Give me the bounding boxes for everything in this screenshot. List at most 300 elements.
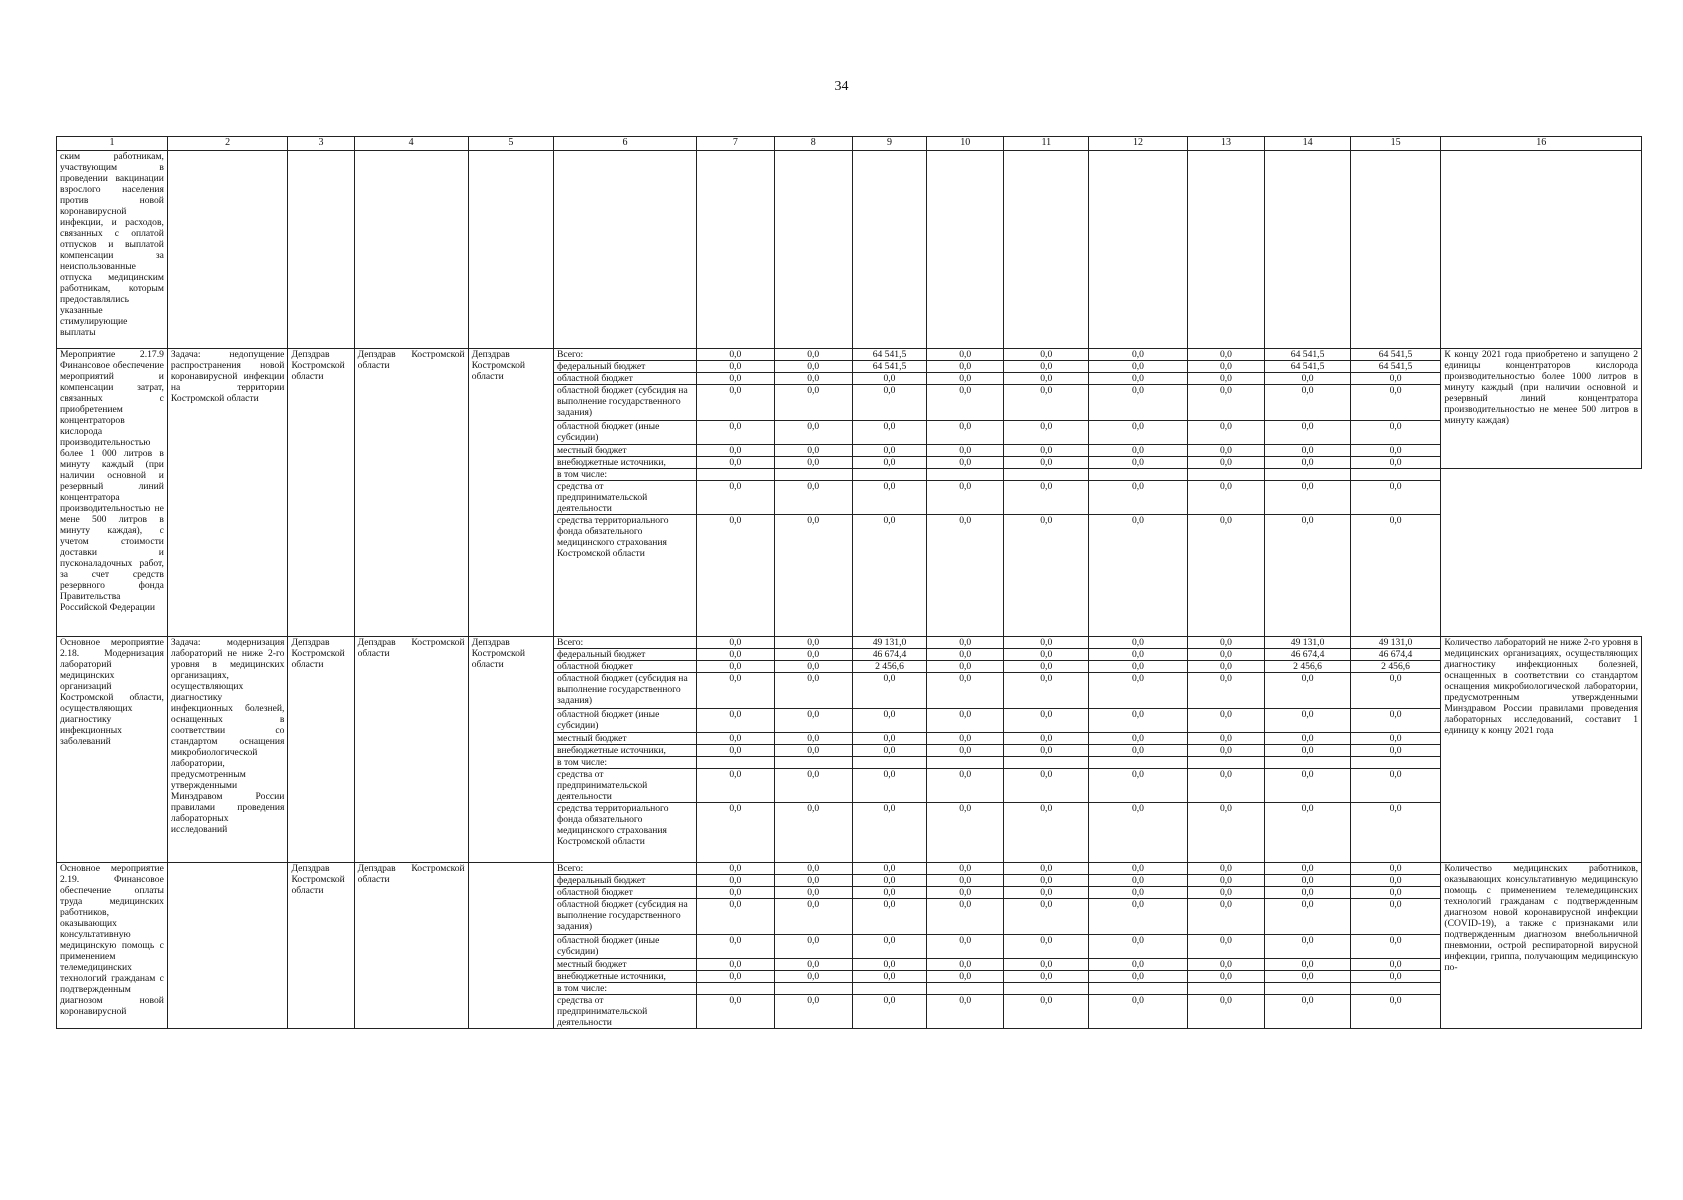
budget-table-sheet [56, 136, 1642, 1099]
amount-col-9: 0,0 [852, 745, 927, 757]
amount-col-11: 0,0 [1004, 373, 1089, 385]
amount-col-9: 46 674,4 [852, 649, 927, 661]
amount-col-10: 0,0 [927, 971, 1004, 983]
amount-col-11: 0,0 [1004, 935, 1089, 959]
amount-col-8: 0,0 [774, 661, 852, 673]
amount-col-7: 0,0 [696, 803, 774, 863]
administrator-cell: Депздрав Костромской области [468, 637, 553, 863]
amount-col-11: 0,0 [1004, 769, 1089, 803]
amount-col-13: 0,0 [1187, 935, 1265, 959]
amount-col-10: 0,0 [927, 709, 1004, 733]
amount-col-10: 0,0 [927, 803, 1004, 863]
administrator-cell: Депздрав Костромской области [468, 349, 553, 637]
amount-col-14: 0,0 [1265, 457, 1350, 469]
table-row [57, 863, 1642, 875]
amount-col-13 [1187, 757, 1265, 769]
amount-col-13: 0,0 [1187, 481, 1265, 515]
amount-col-9: 64 541,5 [852, 349, 927, 361]
amount-col-7: 0,0 [696, 863, 774, 875]
amount-col-11: 0,0 [1004, 445, 1089, 457]
amount-col-10: 0,0 [927, 457, 1004, 469]
amount-col-13: 0,0 [1187, 769, 1265, 803]
amount-col-7: 0,0 [696, 875, 774, 887]
customer-cell: Депздрав Костромской области [354, 863, 468, 1029]
amount-col-8: 0,0 [774, 361, 852, 373]
amount-col-10: 0,0 [927, 887, 1004, 899]
funding-source: в том числе: [554, 469, 697, 481]
amount-col-7: 0,0 [696, 899, 774, 935]
amount-col-7: 0,0 [696, 959, 774, 971]
continued-measure-text: ским работникам, участвующим в проведении вакцинации взрослого населения против новой коронавирусной инфекции, и расходов, связанных с оплатой отпусков и выплатой компенсации за неиспользованные отпуска медицинским работникам, которым предоставлялись указанные стимулирующие выплаты [57, 151, 168, 349]
amount-col-15: 0,0 [1350, 421, 1441, 445]
amount-col-15 [1350, 983, 1441, 995]
amount-col-14: 0,0 [1265, 899, 1350, 935]
amount-col-8: 0,0 [774, 887, 852, 899]
amount-col-14: 0,0 [1265, 887, 1350, 899]
amount-col-15: 0,0 [1350, 995, 1441, 1029]
amount-col-8 [774, 469, 852, 481]
amount-col-12: 0,0 [1089, 649, 1187, 661]
amount-col-14: 0,0 [1265, 935, 1350, 959]
task-text [167, 863, 288, 1029]
amount-col-9: 0,0 [852, 421, 927, 445]
executor-cell: Депздрав Костромской области [288, 863, 354, 1029]
amount-col-15: 0,0 [1350, 373, 1441, 385]
funding-source: местный бюджет [554, 733, 697, 745]
amount-col-14: 64 541,5 [1265, 361, 1350, 373]
amount-col-13: 0,0 [1187, 971, 1265, 983]
funding-source: средства от предпринимательской деятельности [554, 481, 697, 515]
amount-col-15: 49 131,0 [1350, 637, 1441, 649]
amount-col-12: 0,0 [1089, 673, 1187, 709]
amount-col-8: 0,0 [774, 935, 852, 959]
amount-col-9: 0,0 [852, 863, 927, 875]
amount-col-11: 0,0 [1004, 649, 1089, 661]
amount-col-7: 0,0 [696, 649, 774, 661]
funding-source: Всего: [554, 349, 697, 361]
amount-col-14 [1265, 983, 1350, 995]
amount-col-15: 0,0 [1350, 875, 1441, 887]
amount-col-11: 0,0 [1004, 515, 1089, 637]
amount-col-9: 0,0 [852, 935, 927, 959]
amount-col-11: 0,0 [1004, 887, 1089, 899]
amount-col-15: 0,0 [1350, 899, 1441, 935]
funding-source: местный бюджет [554, 445, 697, 457]
amount-col-8: 0,0 [774, 457, 852, 469]
amount-col-9: 0,0 [852, 803, 927, 863]
task-text: Задача: модернизация лабораторий не ниже 2-го уровня в медицинских организациях, осуществляющих диагностику инфекционных болезней, оснащенных в соответствии со стандартом оснащения микробиологической лаборатории, предусмотренным утвержденными Минздравом России правилами проведения лабораторных исследований [167, 637, 288, 863]
amount-col-9: 0,0 [852, 899, 927, 935]
amount-col-14: 0,0 [1265, 875, 1350, 887]
amount-col-9: 0,0 [852, 959, 927, 971]
funding-source: местный бюджет [554, 959, 697, 971]
amount-col-12: 0,0 [1089, 935, 1187, 959]
amount-col-9: 0,0 [852, 709, 927, 733]
funding-source: областной бюджет (субсидия на выполнение государственного задания) [554, 673, 697, 709]
funding-source: областной бюджет (иные субсидии) [554, 421, 697, 445]
amount-col-11 [1004, 983, 1089, 995]
amount-col-11: 0,0 [1004, 803, 1089, 863]
amount-col-10: 0,0 [927, 745, 1004, 757]
amount-col-15: 0,0 [1350, 863, 1441, 875]
amount-col-12: 0,0 [1089, 745, 1187, 757]
amount-col-12: 0,0 [1089, 971, 1187, 983]
amount-col-14 [1265, 469, 1350, 481]
amount-col-8: 0,0 [774, 745, 852, 757]
amount-col-10: 0,0 [927, 421, 1004, 445]
amount-col-11: 0,0 [1004, 733, 1089, 745]
amount-col-8: 0,0 [774, 709, 852, 733]
funding-source: областной бюджет (иные субсидии) [554, 709, 697, 733]
amount-col-7 [696, 469, 774, 481]
amount-col-7: 0,0 [696, 481, 774, 515]
amount-col-15: 0,0 [1350, 515, 1441, 637]
amount-col-8: 0,0 [774, 515, 852, 637]
amount-col-14 [1265, 757, 1350, 769]
amount-col-13: 0,0 [1187, 995, 1265, 1029]
amount-col-12: 0,0 [1089, 899, 1187, 935]
funding-source: федеральный бюджет [554, 649, 697, 661]
table-row [57, 349, 1642, 361]
amount-col-12: 0,0 [1089, 457, 1187, 469]
amount-col-9 [852, 983, 927, 995]
amount-col-12: 0,0 [1089, 637, 1187, 649]
amount-col-15: 2 456,6 [1350, 661, 1441, 673]
expected-result: К концу 2021 года приобретено и запущено 2 единицы концентраторов кислорода производительностью более 1000 литров в минуту каждый (при наличии основной и резервный линий концентратора производительностью не менее 500 литров в минуту каждая) [1441, 349, 1642, 469]
amount-col-13 [1187, 983, 1265, 995]
administrator-cell [468, 863, 553, 1029]
amount-col-14: 0,0 [1265, 971, 1350, 983]
amount-col-14: 0,0 [1265, 709, 1350, 733]
amount-col-15: 0,0 [1350, 769, 1441, 803]
amount-col-9: 0,0 [852, 445, 927, 457]
amount-col-8: 0,0 [774, 971, 852, 983]
column-number-11: 11 [1004, 137, 1089, 151]
amount-col-15 [1350, 469, 1441, 481]
amount-col-14: 0,0 [1265, 481, 1350, 515]
amount-col-13: 0,0 [1187, 515, 1265, 637]
amount-col-12: 0,0 [1089, 349, 1187, 361]
amount-col-15: 0,0 [1350, 673, 1441, 709]
amount-col-9 [852, 469, 927, 481]
amount-col-9: 0,0 [852, 875, 927, 887]
amount-col-12 [1089, 757, 1187, 769]
amount-col-12: 0,0 [1089, 995, 1187, 1029]
amount-col-15: 0,0 [1350, 709, 1441, 733]
amount-col-7: 0,0 [696, 361, 774, 373]
amount-col-9: 0,0 [852, 673, 927, 709]
amount-col-7: 0,0 [696, 349, 774, 361]
column-number-1: 1 [57, 137, 168, 151]
funding-source: областной бюджет [554, 887, 697, 899]
amount-col-7: 0,0 [696, 673, 774, 709]
continuation-row [57, 151, 1642, 349]
amount-col-7: 0,0 [696, 709, 774, 733]
amount-col-9: 0,0 [852, 733, 927, 745]
amount-col-15: 64 541,5 [1350, 349, 1441, 361]
amount-col-15: 0,0 [1350, 733, 1441, 745]
executor-cell: Депздрав Костромской области [288, 637, 354, 863]
amount-col-7: 0,0 [696, 385, 774, 421]
amount-col-9: 0,0 [852, 887, 927, 899]
amount-col-11: 0,0 [1004, 899, 1089, 935]
amount-col-11 [1004, 757, 1089, 769]
amount-col-13: 0,0 [1187, 803, 1265, 863]
amount-col-13: 0,0 [1187, 649, 1265, 661]
amount-col-9 [852, 757, 927, 769]
amount-col-7: 0,0 [696, 457, 774, 469]
funding-source: в том числе: [554, 983, 697, 995]
amount-col-11: 0,0 [1004, 481, 1089, 515]
funding-source: областной бюджет (субсидия на выполнение государственного задания) [554, 899, 697, 935]
amount-col-10: 0,0 [927, 349, 1004, 361]
amount-col-10: 0,0 [927, 959, 1004, 971]
amount-col-12: 0,0 [1089, 661, 1187, 673]
amount-col-10: 0,0 [927, 361, 1004, 373]
amount-col-11: 0,0 [1004, 421, 1089, 445]
amount-col-10: 0,0 [927, 899, 1004, 935]
amount-col-12: 0,0 [1089, 373, 1187, 385]
amount-col-12: 0,0 [1089, 769, 1187, 803]
amount-col-9: 0,0 [852, 457, 927, 469]
amount-col-13: 0,0 [1187, 887, 1265, 899]
amount-col-11 [1004, 469, 1089, 481]
amount-col-8: 0,0 [774, 349, 852, 361]
amount-col-8 [774, 757, 852, 769]
amount-col-12 [1089, 983, 1187, 995]
funding-source: внебюджетные источники, [554, 971, 697, 983]
amount-col-13: 0,0 [1187, 745, 1265, 757]
amount-col-14: 0,0 [1265, 745, 1350, 757]
amount-col-9: 49 131,0 [852, 637, 927, 649]
amount-col-10: 0,0 [927, 995, 1004, 1029]
amount-col-13: 0,0 [1187, 733, 1265, 745]
amount-col-7: 0,0 [696, 971, 774, 983]
amount-col-15: 0,0 [1350, 385, 1441, 421]
amount-col-13: 0,0 [1187, 385, 1265, 421]
amount-col-7: 0,0 [696, 373, 774, 385]
customer-cell: Депздрав Костромской области [354, 349, 468, 637]
amount-col-9: 0,0 [852, 515, 927, 637]
amount-col-12 [1089, 469, 1187, 481]
amount-col-13: 0,0 [1187, 661, 1265, 673]
column-number-5: 5 [468, 137, 553, 151]
amount-col-15: 0,0 [1350, 887, 1441, 899]
customer-cell: Депздрав Костромской области [354, 637, 468, 863]
amount-col-14: 0,0 [1265, 995, 1350, 1029]
column-number-9: 9 [852, 137, 927, 151]
funding-source: областной бюджет (иные субсидии) [554, 935, 697, 959]
amount-col-7: 0,0 [696, 421, 774, 445]
amount-col-9: 0,0 [852, 769, 927, 803]
amount-col-12: 0,0 [1089, 481, 1187, 515]
funding-source: федеральный бюджет [554, 361, 697, 373]
amount-col-10 [927, 469, 1004, 481]
table-row [57, 637, 1642, 649]
column-number-8: 8 [774, 137, 852, 151]
amount-col-15: 46 674,4 [1350, 649, 1441, 661]
measure-name: Основное мероприятие 2.18. Модернизация лабораторий медицинских организаций Костромской области, осуществляющих диагностику инфекционных заболеваний [57, 637, 168, 863]
amount-col-12: 0,0 [1089, 887, 1187, 899]
amount-col-15: 0,0 [1350, 445, 1441, 457]
amount-col-8: 0,0 [774, 481, 852, 515]
amount-col-13: 0,0 [1187, 373, 1265, 385]
column-number-13: 13 [1187, 137, 1265, 151]
amount-col-8: 0,0 [774, 995, 852, 1029]
amount-col-10: 0,0 [927, 875, 1004, 887]
amount-col-10: 0,0 [927, 863, 1004, 875]
amount-col-13: 0,0 [1187, 709, 1265, 733]
amount-col-13: 0,0 [1187, 863, 1265, 875]
amount-col-14: 0,0 [1265, 445, 1350, 457]
amount-col-15: 0,0 [1350, 935, 1441, 959]
task-text: Задача: недопущение распространения новой коронавирусной инфекции на территории Костромской области [167, 349, 288, 637]
amount-col-9: 0,0 [852, 971, 927, 983]
amount-col-13: 0,0 [1187, 673, 1265, 709]
amount-col-8: 0,0 [774, 899, 852, 935]
amount-col-7: 0,0 [696, 995, 774, 1029]
column-number-6: 6 [554, 137, 697, 151]
amount-col-10: 0,0 [927, 637, 1004, 649]
funding-source: средства от предпринимательской деятельности [554, 995, 697, 1029]
funding-source: в том числе: [554, 757, 697, 769]
amount-col-9: 2 456,6 [852, 661, 927, 673]
amount-col-11: 0,0 [1004, 361, 1089, 373]
amount-col-7: 0,0 [696, 637, 774, 649]
amount-col-7: 0,0 [696, 745, 774, 757]
amount-col-14: 0,0 [1265, 959, 1350, 971]
funding-source: Всего: [554, 863, 697, 875]
column-number-4: 4 [354, 137, 468, 151]
amount-col-11: 0,0 [1004, 863, 1089, 875]
amount-col-15: 0,0 [1350, 959, 1441, 971]
funding-source: внебюджетные источники, [554, 745, 697, 757]
amount-col-14: 0,0 [1265, 863, 1350, 875]
amount-col-13: 0,0 [1187, 899, 1265, 935]
amount-col-15: 0,0 [1350, 457, 1441, 469]
expected-result: Количество медицинских работников, оказывающих консультативную медицинскую помощь с применением телемедицинских технологий гражданам с подтвержденным диагнозом новой коронавирусной инфекции (COVID-19), а также с признаками или подтвержденным диагнозом внебольничной пневмонии, острой респираторной вирусной инфекции, гриппа, получающим медицинскую по- [1441, 863, 1642, 1029]
amount-col-15: 0,0 [1350, 745, 1441, 757]
amount-col-14: 0,0 [1265, 803, 1350, 863]
amount-col-15 [1350, 757, 1441, 769]
amount-col-14: 2 456,6 [1265, 661, 1350, 673]
amount-col-9: 0,0 [852, 481, 927, 515]
column-number-3: 3 [288, 137, 354, 151]
amount-col-11: 0,0 [1004, 745, 1089, 757]
amount-col-8: 0,0 [774, 863, 852, 875]
amount-col-14: 0,0 [1265, 385, 1350, 421]
amount-col-13: 0,0 [1187, 875, 1265, 887]
amount-col-12: 0,0 [1089, 515, 1187, 637]
amount-col-11: 0,0 [1004, 959, 1089, 971]
column-number-16: 16 [1441, 137, 1642, 151]
amount-col-10: 0,0 [927, 769, 1004, 803]
amount-col-13: 0,0 [1187, 959, 1265, 971]
funding-source: областной бюджет [554, 373, 697, 385]
funding-source: внебюджетные источники, [554, 457, 697, 469]
amount-col-10 [927, 983, 1004, 995]
amount-col-8: 0,0 [774, 637, 852, 649]
amount-col-7: 0,0 [696, 935, 774, 959]
column-number-14: 14 [1265, 137, 1350, 151]
amount-col-14: 0,0 [1265, 373, 1350, 385]
funding-source: областной бюджет (субсидия на выполнение государственного задания) [554, 385, 697, 421]
column-number-15: 15 [1350, 137, 1441, 151]
amount-col-11: 0,0 [1004, 637, 1089, 649]
amount-col-12: 0,0 [1089, 803, 1187, 863]
budget-table [56, 136, 1642, 1029]
amount-col-10: 0,0 [927, 733, 1004, 745]
amount-col-10: 0,0 [927, 373, 1004, 385]
amount-col-8: 0,0 [774, 649, 852, 661]
executor-cell: Депздрав Костромской области [288, 349, 354, 637]
amount-col-8: 0,0 [774, 803, 852, 863]
funding-source: Всего: [554, 637, 697, 649]
amount-col-13: 0,0 [1187, 361, 1265, 373]
amount-col-7: 0,0 [696, 515, 774, 637]
amount-col-8: 0,0 [774, 769, 852, 803]
amount-col-7: 0,0 [696, 661, 774, 673]
funding-source: областной бюджет [554, 661, 697, 673]
amount-col-12: 0,0 [1089, 875, 1187, 887]
amount-col-7 [696, 983, 774, 995]
amount-col-8: 0,0 [774, 959, 852, 971]
amount-col-15: 64 541,5 [1350, 361, 1441, 373]
page-number: 34 [834, 79, 849, 94]
amount-col-10: 0,0 [927, 649, 1004, 661]
amount-col-8: 0,0 [774, 445, 852, 457]
column-number-2: 2 [167, 137, 288, 151]
amount-col-14: 0,0 [1265, 733, 1350, 745]
amount-col-7: 0,0 [696, 733, 774, 745]
amount-col-8 [774, 983, 852, 995]
amount-col-8: 0,0 [774, 373, 852, 385]
funding-source: средства территориального фонда обязательного медицинского страхования Костромской области [554, 803, 697, 863]
amount-col-7: 0,0 [696, 445, 774, 457]
measure-name: Основное мероприятие 2.19. Финансовое обеспечение оплаты труда медицинских работников, оказывающих консультативную медицинскую помощь с применением телемедицинских технологий гражданам с подтвержденным диагнозом новой коронавирусной [57, 863, 168, 1029]
amount-col-11: 0,0 [1004, 995, 1089, 1029]
amount-col-9: 0,0 [852, 373, 927, 385]
amount-col-13: 0,0 [1187, 349, 1265, 361]
amount-col-14: 0,0 [1265, 673, 1350, 709]
amount-col-11: 0,0 [1004, 661, 1089, 673]
amount-col-10: 0,0 [927, 673, 1004, 709]
amount-col-10: 0,0 [927, 661, 1004, 673]
amount-col-11: 0,0 [1004, 709, 1089, 733]
funding-source: средства от предпринимательской деятельности [554, 769, 697, 803]
amount-col-13: 0,0 [1187, 637, 1265, 649]
amount-col-9: 0,0 [852, 385, 927, 421]
column-number-7: 7 [696, 137, 774, 151]
amount-col-13: 0,0 [1187, 445, 1265, 457]
amount-col-14: 64 541,5 [1265, 349, 1350, 361]
amount-col-8: 0,0 [774, 385, 852, 421]
empty-result-cell [1441, 469, 1642, 637]
column-number-10: 10 [927, 137, 1004, 151]
amount-col-15: 0,0 [1350, 971, 1441, 983]
amount-col-14: 0,0 [1265, 515, 1350, 637]
amount-col-7: 0,0 [696, 887, 774, 899]
column-number-12: 12 [1089, 137, 1187, 151]
amount-col-13: 0,0 [1187, 421, 1265, 445]
amount-col-14: 49 131,0 [1265, 637, 1350, 649]
amount-col-12: 0,0 [1089, 733, 1187, 745]
amount-col-7 [696, 757, 774, 769]
expected-result: Количество лабораторий не ниже 2-го уровня в медицинских организациях, осуществляющих диагностику инфекционных болезней, оснащенных в соответствии со стандартом оснащения микробиологической лаборатории, предусмотренным утвержденными Минздравом России правилами проведения лабораторных исследований, составит 1 единицу к концу 2021 года [1441, 637, 1642, 863]
measure-name: Мероприятие 2.17.9 Финансовое обеспечение мероприятий и компенсации затрат, связанных с приобретением концентраторов кислорода производительностью более 1 000 литров в минуту каждый (при наличии основной и резервный линий концентратора производительностью не мене 500 литров в минуту каждая), с учетом стоимости доставки и пусконаладочных работ, за счет средств резервного фонда Правительства Российской Федерации [57, 349, 168, 637]
amount-col-8: 0,0 [774, 673, 852, 709]
amount-col-11: 0,0 [1004, 457, 1089, 469]
